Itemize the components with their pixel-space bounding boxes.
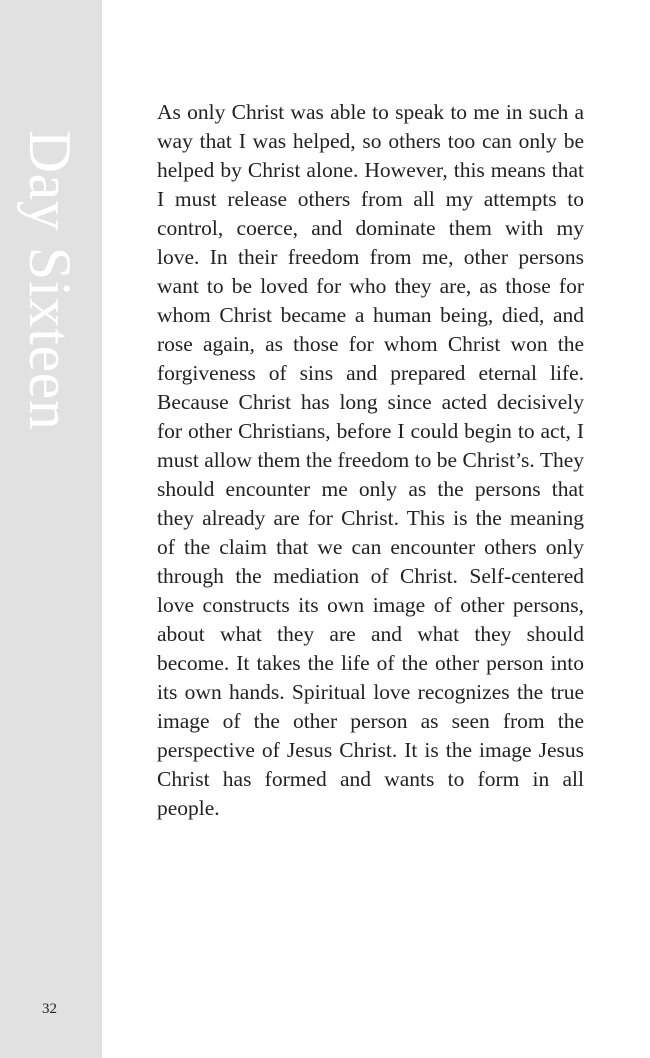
sidebar-margin [0, 0, 102, 1058]
body-paragraph: As only Christ was able to speak to me in such a way that I was helped, so others too can only be helped by Christ alone. However, this means that I must release others from all my attempts to control, coerce, and dominate them with my love. In their freedom from me, other persons want to be loved for who they are, as those for whom Christ became a human being, died, and rose again, as those for whom Christ won the forgiveness of sins and prepared eternal life. Because Christ has long since acted decisively for other Christians, before I could begin to act, I must allow them the freedom to be Christ’s. They should encounter me only as the persons that they already are for Christ. This is the meaning of the claim that we can encounter others only through the mediation of Christ. Self-centered love constructs its own image of other persons, about what they are and what they should become. It takes the life of the other person into its own hands. Spiritual love recognizes the true image of the other person as seen from the perspective of Jesus Christ. It is the image Jesus Christ has formed and wants to form in all people. [157, 100, 584, 820]
chapter-title: Day Sixteen [17, 129, 83, 431]
page-number: 32 [42, 1001, 57, 1017]
